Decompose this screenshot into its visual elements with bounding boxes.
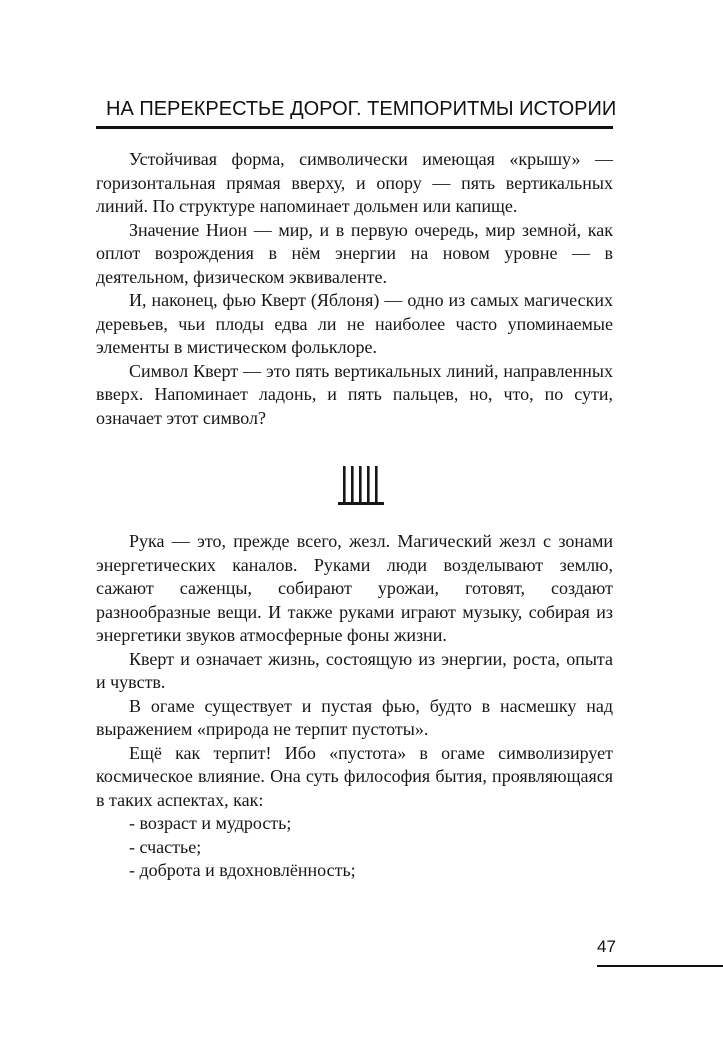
paragraph: Ещё как терпит! Ибо «пустота» в огаме символизирует космическое влияние. Она суть философия бытия, проявляющаяся в таких аспектах, как: <box>96 742 613 810</box>
text-block-lower <box>96 530 613 883</box>
paragraph: Значение Нион — мир, и в первую очередь, мир земной, как оплот возрождения в нём энергии на новом уровне — в деятельном, физическом эквиваленте. <box>96 219 613 287</box>
paragraph: Устойчивая форма, символически имеющая «крышу» — горизонтальная прямая вверху, и опору — пять вертикальных линий. По структуре напоминает дольмен или капище. <box>96 149 613 216</box>
paragraph: В огаме существует и пустая фью, будто в насмешку над выражением «природа не терпит пустоты». <box>96 695 613 739</box>
footer-rule <box>597 965 723 967</box>
paragraph: Кверт и означает жизнь, состоящую из энергии, роста, опыта и чувств. <box>96 648 613 692</box>
running-header: НА ПЕРЕКРЕСТЬЕ ДОРОГ. ТЕМПОРИТМЫ ИСТОРИИ <box>106 98 617 120</box>
header-rule <box>96 126 613 129</box>
list-item: - счастье; <box>129 836 202 857</box>
quert-ogham-symbol-icon <box>338 464 384 512</box>
page-number: 47 <box>597 937 616 956</box>
paragraph: Символ Кверт — это пять вертикальных линий, направленных вверх. Напоминает ладонь, и пять пальцев, но, что, по сути, означает этот символ? <box>96 360 613 428</box>
list-item: - доброта и вдохновлённость; <box>129 860 356 880</box>
paragraph: Рука — это, прежде всего, жезл. Магический жезл с зонами энергетических каналов. Руками люди возделывают землю, сажают саженцы, собирают урожаи, готовят, создают разнообразные вещи. И также руками играют музыку, собирая из энергетики звуков атмосферные фоны жизни. <box>96 531 613 645</box>
text-block-upper <box>96 148 613 430</box>
list-item: - возраст и мудрость; <box>129 813 292 833</box>
paragraph: И, наконец, фью Кверт (Яблоня) — одно из самых магических деревьев, чьи плоды едва ли не наиболее часто упоминаемые элементы в мистическом фольклоре. <box>96 290 613 357</box>
